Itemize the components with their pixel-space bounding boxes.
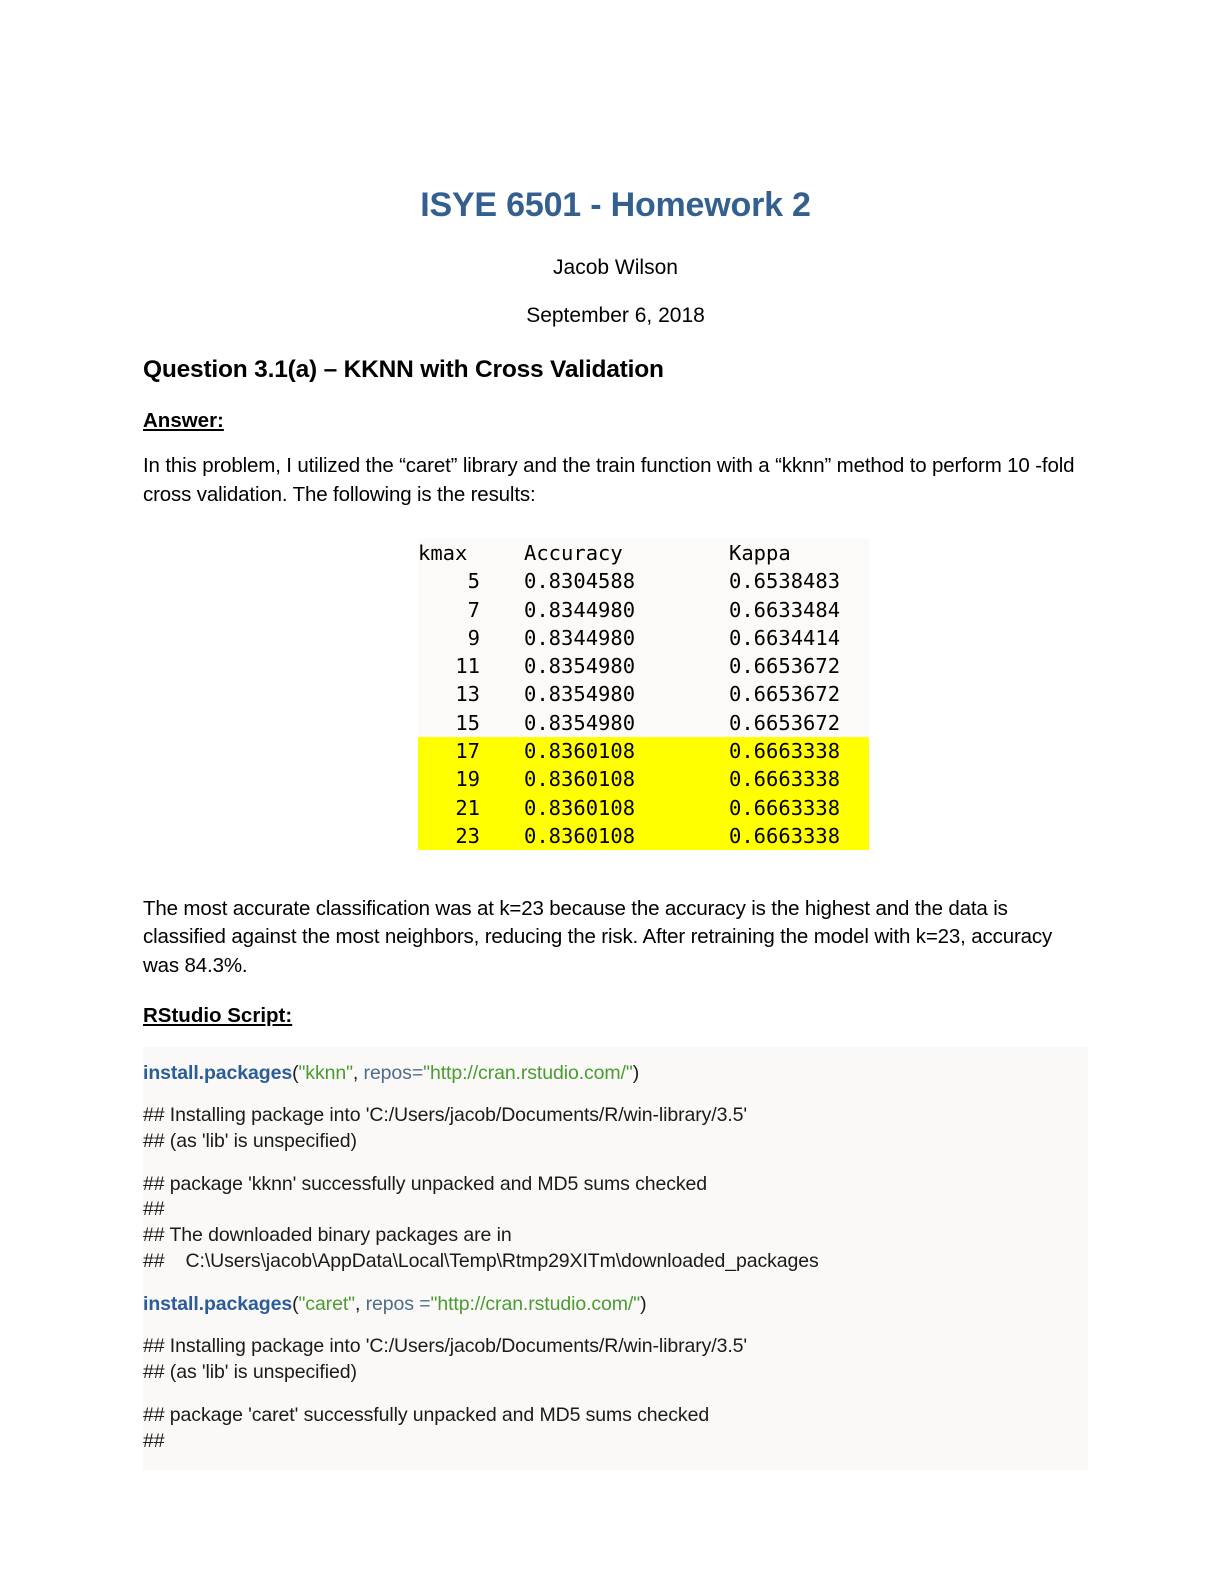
cell-accuracy: 0.8344980 bbox=[524, 597, 636, 622]
cell-accuracy: 0.8360108 bbox=[480, 737, 699, 765]
output-line: ## bbox=[143, 1429, 165, 1452]
document-date: September 6, 2018 bbox=[526, 304, 705, 328]
cell-kmax: 23 bbox=[418, 822, 480, 850]
cell-accuracy: 0.8304588 bbox=[524, 569, 636, 594]
cell-accuracy: 0.8360108 bbox=[480, 794, 699, 822]
answer-paragraph: In this problem, I utilized the “caret” library and the train function with a “kknn” method to perform 10 -fold cross validation. The following is the results: bbox=[143, 454, 1075, 506]
output-line: ## (as 'lib' is unspecified) bbox=[143, 1361, 357, 1384]
answer-heading: Answer: bbox=[143, 408, 224, 432]
page-title: ISYE 6501 - Homework 2 bbox=[420, 186, 811, 224]
table-row-highlighted bbox=[418, 737, 869, 765]
table-row-highlighted bbox=[418, 794, 869, 822]
cell-kmax: 9 bbox=[467, 625, 480, 650]
code-string-url: "http://cran.rstudio.com/" bbox=[430, 1292, 641, 1315]
results-table-header bbox=[418, 539, 869, 567]
results-output-wrapper bbox=[143, 539, 1088, 850]
code-block bbox=[143, 1047, 1088, 1471]
table-row bbox=[418, 709, 869, 737]
code-spacer bbox=[143, 1386, 1088, 1403]
code-string-url: "http://cran.rstudio.com/" bbox=[423, 1061, 633, 1084]
output-line: ## C:\Users\jacob\AppData\Local\Temp\Rtmp29XITm\downloaded_packages bbox=[143, 1249, 819, 1272]
table-row bbox=[418, 680, 869, 708]
code-comma: , bbox=[352, 1061, 364, 1084]
cell-kmax: 11 bbox=[455, 654, 480, 679]
results-table-body bbox=[418, 567, 869, 850]
output-line: ## (as 'lib' is unspecified) bbox=[143, 1130, 357, 1153]
cell-kappa: 0.6663338 bbox=[699, 765, 869, 793]
column-header-accuracy: Accuracy bbox=[524, 541, 623, 566]
conclusion-paragraph: The most accurate classification was at k=23 because the accuracy is the highest and the data is classified against the most neighbors, reducing the risk. After retraining the model with k=23, accuracy was 84.3%. bbox=[143, 897, 1053, 977]
table-row bbox=[418, 567, 869, 595]
code-paren-open: ( bbox=[292, 1061, 299, 1084]
cell-kmax: 13 bbox=[455, 682, 480, 707]
code-spacer bbox=[143, 1086, 1088, 1103]
code-function-name: install.packages bbox=[143, 1061, 293, 1084]
page-content bbox=[143, 0, 1088, 1470]
output-line: ## Installing package into 'C:/Users/jacob/Documents/R/win-library/3.5' bbox=[143, 1104, 748, 1127]
cell-accuracy: 0.8344980 bbox=[524, 625, 636, 650]
results-table bbox=[418, 539, 869, 850]
code-string-package: "kknn" bbox=[298, 1061, 353, 1084]
table-row bbox=[418, 596, 869, 624]
cell-accuracy: 0.8354980 bbox=[524, 682, 636, 707]
table-row-highlighted bbox=[418, 765, 869, 793]
code-paren-close: ) bbox=[640, 1292, 647, 1315]
table-row-highlighted bbox=[418, 822, 869, 850]
cell-kappa: 0.6653672 bbox=[729, 710, 841, 735]
cell-kappa: 0.6663338 bbox=[699, 737, 869, 765]
column-header-kappa: Kappa bbox=[729, 541, 791, 566]
cell-kappa: 0.6538483 bbox=[729, 569, 841, 594]
code-argument-repos: repos = bbox=[365, 1292, 431, 1315]
code-paren-open: ( bbox=[292, 1292, 299, 1315]
output-line: ## package 'caret' successfully unpacked and MD5 sums checked bbox=[143, 1403, 710, 1426]
output-line: ## package 'kknn' successfully unpacked and MD5 sums checked bbox=[143, 1172, 708, 1195]
code-spacer bbox=[143, 1155, 1088, 1172]
table-row bbox=[418, 652, 869, 680]
cell-kmax: 21 bbox=[418, 794, 480, 822]
cell-kappa: 0.6663338 bbox=[699, 794, 869, 822]
cell-kappa: 0.6653672 bbox=[729, 682, 841, 707]
code-paren-close: ) bbox=[632, 1061, 640, 1084]
cell-accuracy: 0.8354980 bbox=[524, 654, 636, 679]
table-header-row bbox=[418, 539, 869, 567]
code-line-install-kknn bbox=[143, 1061, 1088, 1087]
cell-kappa: 0.6633484 bbox=[729, 597, 841, 622]
rstudio-script-heading: RStudio Script: bbox=[143, 1003, 293, 1027]
code-argument-repos: repos= bbox=[363, 1061, 424, 1084]
table-row bbox=[418, 624, 869, 652]
cell-accuracy: 0.8360108 bbox=[480, 765, 699, 793]
cell-kmax: 7 bbox=[467, 597, 480, 622]
code-spacer bbox=[143, 1275, 1088, 1292]
document-author: Jacob Wilson bbox=[553, 256, 678, 280]
cell-accuracy: 0.8360108 bbox=[480, 822, 699, 850]
cell-kmax: 17 bbox=[418, 737, 480, 765]
code-line-install-caret bbox=[143, 1292, 1088, 1318]
output-line: ## The downloaded binary packages are in bbox=[143, 1224, 512, 1247]
cell-kmax: 19 bbox=[418, 765, 480, 793]
cell-kappa: 0.6634414 bbox=[729, 625, 841, 650]
cell-kappa: 0.6653672 bbox=[729, 654, 841, 679]
question-heading: Question 3.1(a) – KKNN with Cross Validation bbox=[143, 356, 664, 384]
code-string-package: "caret" bbox=[298, 1292, 355, 1315]
code-spacer bbox=[143, 1317, 1088, 1334]
output-line: ## Installing package into 'C:/Users/jacob/Documents/R/win-library/3.5' bbox=[143, 1335, 748, 1358]
code-comma: , bbox=[354, 1292, 366, 1315]
cell-accuracy: 0.8354980 bbox=[524, 710, 636, 735]
output-line: ## bbox=[143, 1198, 165, 1221]
cell-kmax: 15 bbox=[455, 710, 480, 735]
code-function-name: install.packages bbox=[143, 1292, 293, 1315]
cell-kmax: 5 bbox=[467, 569, 480, 594]
cell-kappa: 0.6663338 bbox=[699, 822, 869, 850]
column-header-kmax: kmax bbox=[418, 541, 468, 566]
